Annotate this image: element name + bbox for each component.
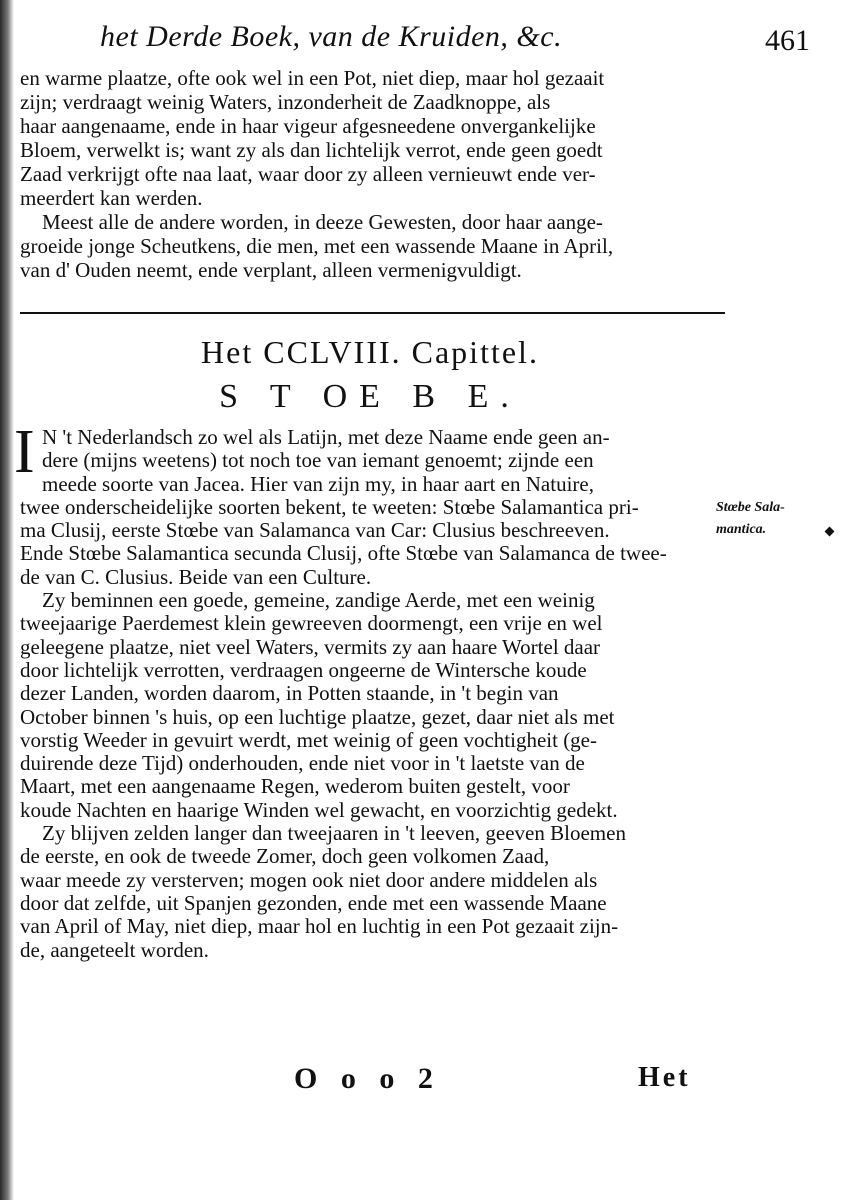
text-line: door lichtelijk verrotten, verdraagen ongeerne de Wintersche koude [20,657,587,682]
text-line: twee onderscheidelijke soorten bekent, te weeten: Stœbe Salamantica pri- [20,494,639,519]
text-line: van April of May, niet diep, maar hol en luchtig in een Pot gezaait zijn- [20,914,619,939]
text-line: duirende deze Tijd) onderhouden, ende niet voor in 't laetste van de [20,751,585,776]
top-paragraph [20,66,720,282]
text-line: zijn; verdraagt weinig Waters, inzonderheit de Zaadknoppe, als [20,90,551,114]
text-line: Ende Stœbe Salamantica secunda Clusij, ofte Stœbe van Salamanca de twee- [20,541,667,566]
text-line: de, aangeteelt worden. [20,937,209,962]
text-line: dere (mijns weetens) tot noch toe van iemant genoemt; zijnde een [42,448,594,473]
text-line: de eerste, en ook de tweede Zomer, doch geen volkomen Zaad, [20,844,550,869]
text-line: haar aangenaame, ende in haar vigeur afgesneedene onvergankelijke [20,114,596,138]
text-line: dezer Landen, worden daarom, in Potten staande, in 't begin van [20,681,559,706]
chapter-heading: Het CCLVIII. Capittel. [201,334,539,370]
text-line: door dat zelfde, uit Spanjen gezonden, ende met een wassende Maane [20,890,607,915]
margin-note-line: mantica. [716,522,767,537]
text-line: October binnen 's huis, op een luchtige plaatze, gezet, daar niet als met [20,704,615,729]
margin-note-line: Stœbe Sala- [716,500,785,515]
margin-note [716,497,826,541]
running-head [100,20,810,60]
signature-mark: O o o 2 [294,1062,441,1095]
text-line: waar meede zy versterven; mogen ook niet door andere middelen als [20,867,598,892]
text-line: de van C. Clusius. Beide van een Culture. [20,564,372,589]
text-line: vorstig Weeder in gevuirt werdt, met weinig of geen vochtigheit (ge- [20,727,597,752]
section-divider [20,312,725,314]
text-line: Bloem, verwelkt is; want zy als dan lichtelijk verrot, ende geen goedt [20,138,603,162]
text-line: geleegene plaatze, niet veel Waters, vermits zy aan haare Wortel daar [20,634,601,659]
text-line: Meest alle de andere worden, in deeze Gewesten, door haar aange- [42,210,603,234]
text-line: tweejaarige Paerdemest klein gewreeven doormengt, een vrije en wel [20,611,603,636]
text-line: Zy beminnen een goede, gemeine, zandige Aerde, met een weinig [42,588,595,613]
text-line: ma Clusij, eerste Stœbe van Salamanca van Car: Clusius beschreeven. [20,518,610,543]
catchword: Het [638,1062,691,1093]
text-line: meerdert kan werden. [20,186,203,210]
drop-cap: I [14,418,35,486]
text-line: meede soorte van Jacea. Hier van zijn my, in haar aart en Natuire, [42,471,594,496]
text-line: en warme plaatze, ofte ook wel in een Pot, niet diep, maar hol gezaait [20,66,605,90]
text-line: groeide jonge Scheutkens, die men, met een wassende Maane in April, [20,234,614,258]
text-line: N 't Nederlandsch zo wel als Latijn, met deze Naame ende geen an- [42,425,610,449]
page-edge-shadow [0,0,14,1200]
main-text [14,418,720,962]
page-number: 461 [765,24,810,57]
text-line: Zaad verkrijgt ofte naa laat, waar door zy alleen vernieuwt ende ver- [20,162,596,186]
text-line: Maart, met een aangenaame Regen, wederom buiten gestelt, voor [20,774,570,799]
margin-mark [825,527,835,537]
text-line: koude Nachten en haarige Winden wel gewacht, en voorzichtig gedekt. [20,797,618,822]
running-head-title: het Derde Boek, van de Kruiden, &c. [100,20,563,53]
text-line: Zy blijven zelden langer dan tweejaaren in 't leeven, geeven Bloemen [42,821,626,846]
text-line: van d' Ouden neemt, ende verplant, alleen vermenigvuldigt. [20,258,522,282]
plant-heading: S T OE B E. [219,378,521,415]
